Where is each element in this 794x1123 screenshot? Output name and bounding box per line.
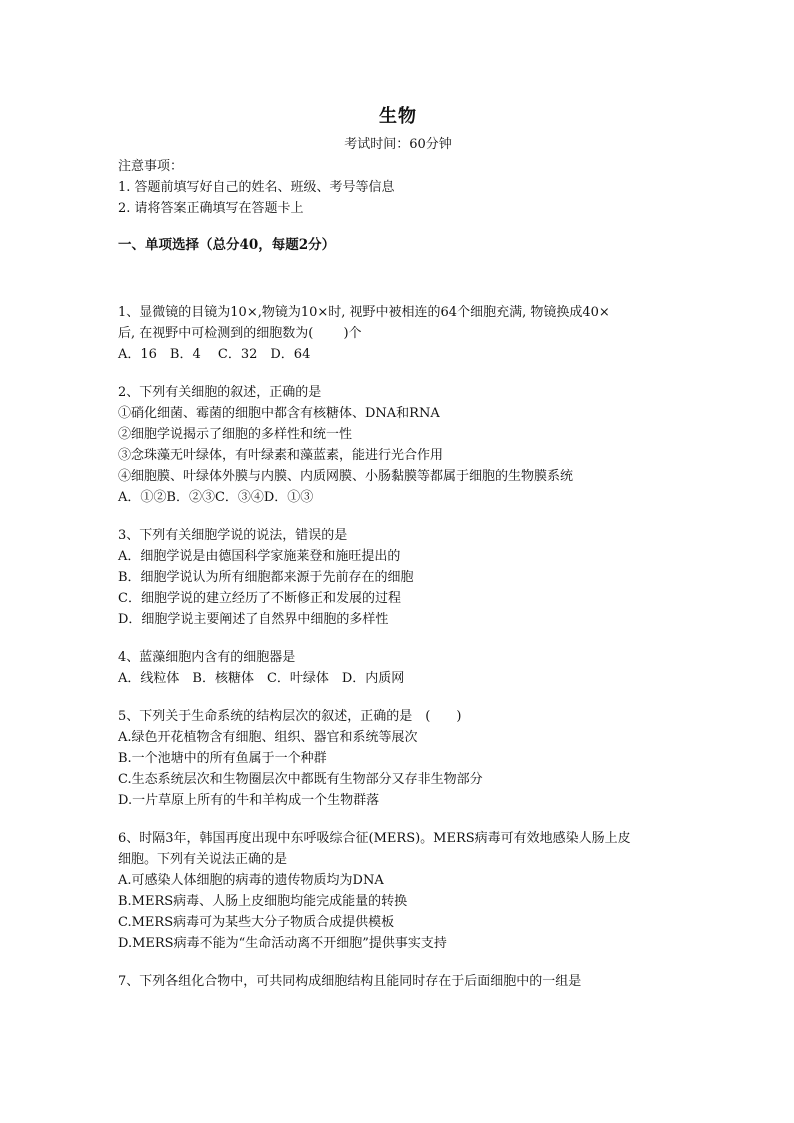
notice-heading: 注意事项： — [118, 159, 184, 174]
question-stem: 7、下列各组化合物中，可共同构成细胞结构且能同时存在于后面细胞中的一组是 — [118, 974, 582, 989]
question-stem: 后, 在视野中可检测到的细胞数为( )个 — [118, 326, 362, 341]
question-option: A.可感染人体细胞的病毒的遗传物质均为DNA — [118, 873, 384, 888]
question-stem: 2、下列有关细胞的叙述，正确的是 — [118, 385, 322, 400]
exam-time: 考试时间：60分钟 — [344, 137, 452, 152]
question-4 — [118, 647, 678, 689]
question-2 — [118, 382, 678, 508]
notice-item: 1. 答题前填写好自己的姓名、班级、考号等信息 — [118, 180, 395, 195]
exam-title: 生物 — [379, 106, 417, 127]
question-stem: 3、下列有关细胞学说的说法，错误的是 — [118, 528, 348, 543]
question-6 — [118, 828, 678, 954]
question-option: C．细胞学说的建立经历了不断修正和发展的过程 — [118, 591, 401, 606]
question-stem: 4、蓝藻细胞内含有的细胞器是 — [118, 650, 296, 665]
question-option: D.MERS病毒不能为“生命活动离不开细胞”提供事实支持 — [118, 936, 447, 951]
question-option: A.绿色开花植物含有细胞、组织、器官和系统等展次 — [118, 730, 418, 745]
question-option: B.MERS病毒、人肠上皮细胞均能完成能量的转换 — [118, 894, 408, 909]
question-options: A．①②B．②③C．③④D．①③ — [118, 490, 314, 505]
section-title: 一、单项选择（总分40，每题2分） — [118, 237, 336, 253]
question-list — [118, 302, 678, 992]
question-stem: 6、时隔3年，韩国再度出现中东呼吸综合征(MERS)。MERS病毒可有效地感染人肠上皮 — [118, 831, 631, 846]
question-7 — [118, 971, 678, 992]
exam-page — [118, 100, 678, 992]
question-option: B．细胞学说认为所有细胞都来源于先前存在的细胞 — [118, 570, 414, 585]
question-statement: ③念珠藻无叶绿体，有叶绿素和藻蓝素，能进行光合作用 — [118, 448, 444, 463]
notice-block — [118, 156, 678, 219]
question-stem: 1、显微镜的目镜为10×,物镜为10×时, 视野中被相连的64个细胞充满, 物镜换成40× — [118, 305, 610, 320]
question-option: D.一片草原上所有的牛和羊构成一个生物群落 — [118, 793, 380, 808]
question-statement: ①硝化细菌、霉菌的细胞中都含有核糖体、DNA和RNA — [118, 406, 440, 421]
notice-item: 2. 请将答案正确填写在答题卡上 — [118, 201, 304, 216]
question-option: D．细胞学说主要阐述了自然界中细胞的多样性 — [118, 612, 389, 627]
question-1 — [118, 302, 678, 365]
question-option: C.生态系统层次和生物圈层次中都既有生物部分又存非生物部分 — [118, 772, 483, 787]
question-options: A．线粒体 B．核糖体 C．叶绿体 D．内质网 — [118, 671, 405, 686]
question-5 — [118, 706, 678, 811]
question-option: A．细胞学说是由德国科学家施莱登和施旺提出的 — [118, 549, 401, 564]
question-option: C.MERS病毒可为某些大分子物质合成提供模板 — [118, 915, 395, 930]
question-stem: 5、下列关于生命系统的结构层次的叙述，正确的是 ( ) — [118, 709, 462, 724]
question-statement: ②细胞学说揭示了细胞的多样性和统一性 — [118, 427, 353, 442]
question-statement: ④细胞膜、叶绿体外膜与内膜、内质网膜、小肠黏膜等都属于细胞的生物膜系统 — [118, 469, 574, 484]
question-options: A．16 B．4 C．32 D．64 — [118, 347, 311, 362]
question-3 — [118, 525, 678, 630]
question-stem: 细胞。下列有关说法正确的是 — [118, 852, 288, 867]
question-option: B.一个池塘中的所有鱼属于一个种群 — [118, 751, 327, 766]
